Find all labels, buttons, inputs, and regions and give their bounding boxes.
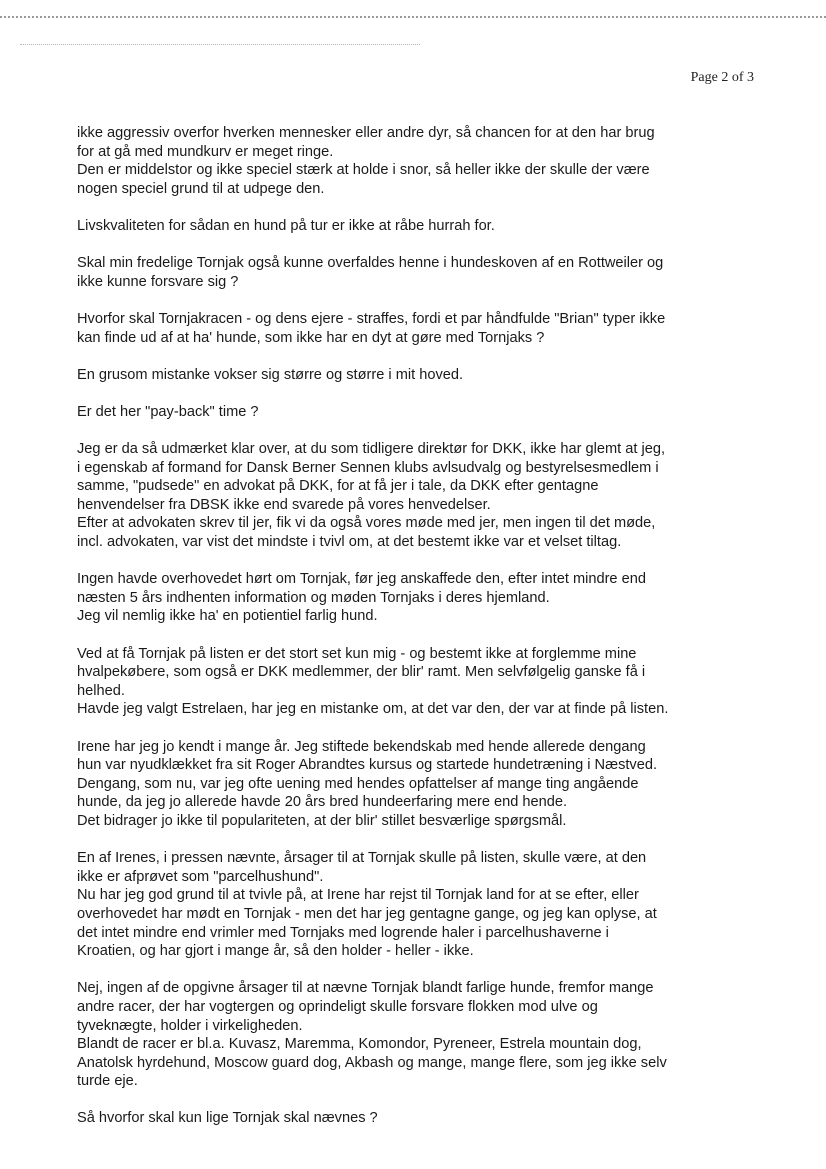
- text-line: Ingen havde overhovedet hørt om Tornjak, før jeg anskaffede den, efter intet mindre end: [77, 571, 646, 588]
- page-number: Page 2 of 3: [690, 70, 754, 85]
- text-line: Havde jeg valgt Estrelaen, har jeg en mistanke om, at det var den, der var at finde på listen.: [77, 701, 669, 718]
- text-line: tyveknægte, holder i virkeligheden.: [77, 1017, 303, 1034]
- text-line: kan finde ud af at ha' hunde, som ikke har en dyt at gøre med Tornjaks ?: [77, 329, 545, 346]
- text-line: Livskvaliteten for sådan en hund på tur er ikke at råbe hurrah for.: [77, 217, 495, 234]
- text-line: hunde, da jeg jo allerede havde 20 års bred hundeerfaring mere end hende.: [77, 794, 568, 811]
- text-line: Er det her "pay-back" time ?: [77, 403, 259, 420]
- paragraph: [77, 979, 777, 1091]
- fax-header-rule: [0, 16, 826, 18]
- text-line: Jeg er da så udmærket klar over, at du som tidligere direktør for DKK, ikke har glemt at jeg,: [77, 441, 666, 458]
- text-line: Skal min fredelige Tornjak også kunne overfaldes henne i hundeskoven af en Rottweiler og: [77, 255, 664, 272]
- text-line: helhed.: [77, 682, 125, 699]
- text-line: Efter at advokaten skrev til jer, fik vi da også vores møde med jer, men ingen til det møde,: [77, 515, 656, 532]
- text-line: Jeg vil nemlig ikke ha' en potientiel farlig hund.: [77, 608, 378, 625]
- text-line: det intet mindre end vrimler med Tornjaks med logrende haler i parcelhushaverne i: [77, 924, 609, 941]
- text-line: Den er middelstor og ikke speciel stærk at holde i snor, så heller ikke der skulle der være: [77, 162, 650, 179]
- text-line: hvalpekøbere, som også er DKK medlemmer, der blir' ramt. Men selvfølgelig ganske få i: [77, 664, 646, 681]
- paragraph: [77, 645, 777, 719]
- text-line: ikke aggressiv overfor hverken mennesker eller andre dyr, så chancen for at den har brug: [77, 125, 655, 141]
- text-line: for at gå med mundkurv er meget ringe.: [77, 143, 334, 160]
- text-line: henvendelser fra DBSK ikke end svarede på vores henvedelser.: [77, 496, 491, 513]
- paragraph: [77, 310, 777, 347]
- fax-header-noise: [20, 44, 420, 45]
- text-line: En grusom mistanke vokser sig større og større i mit hoved.: [77, 366, 464, 383]
- paragraph: [77, 849, 777, 961]
- paragraph: [77, 440, 777, 552]
- text-line: En af Irenes, i pressen nævnte, årsager til at Tornjak skulle på listen, skulle være, at den: [77, 850, 647, 867]
- text-line: turde eje.: [77, 1073, 138, 1090]
- text-line: Kroatien, og har gjort i mange år, så den holder - heller - ikke.: [77, 943, 474, 960]
- paragraph: [77, 217, 777, 236]
- paragraph: [77, 570, 777, 626]
- text-line: i egenskab af formand for Dansk Berner Sennen klubs avlsudvalg og bestyrelsesmedlem i: [77, 459, 659, 476]
- text-line: Det bidrager jo ikke til populariteten, at der blir' stillet besværlige spørgsmål.: [77, 812, 567, 829]
- text-line: Blandt de racer er bl.a. Kuvasz, Maremma, Komondor, Pyreneer, Estrela mountain dog,: [77, 1036, 642, 1053]
- paragraph: [77, 366, 777, 385]
- letter-body: [77, 124, 777, 1147]
- text-line: Ved at få Tornjak på listen er det stort set kun mig - og bestemt ikke at forglemme mine: [77, 645, 637, 662]
- text-line: Hvorfor skal Tornjakracen - og dens ejere - straffes, fordi et par håndfulde "Brian" typer ikke: [77, 310, 666, 327]
- text-line: samme, "pudsede" en advokat på DKK, for at få jer i tale, da DKK efter gentagne: [77, 478, 599, 495]
- paragraph: [77, 124, 777, 198]
- paragraph: [77, 738, 777, 831]
- paragraph: [77, 1109, 777, 1128]
- text-line: Anatolsk hyrdehund, Moscow guard dog, Akbash og mange, mange flere, som jeg ikke selv: [77, 1054, 667, 1071]
- text-line: Irene har jeg jo kendt i mange år. Jeg stiftede bekendskab med hende allerede dengang: [77, 738, 646, 755]
- text-line: næsten 5 års indhenten information og møden Tornjaks i deres hjemland.: [77, 589, 550, 606]
- text-line: Nej, ingen af de opgivne årsager til at nævne Tornjak blandt farlige hunde, fremfor mange: [77, 980, 654, 997]
- text-line: Så hvorfor skal kun lige Tornjak skal nævnes ?: [77, 1110, 378, 1127]
- text-line: hun var nyudklækket fra sit Roger Abrandtes kursus og startede hundetræning i Næstved.: [77, 757, 658, 774]
- paragraph: [77, 403, 777, 422]
- text-line: overhovedet har mødt en Tornjak - men det har jeg gentagne gange, og jeg kan oplyse, at: [77, 905, 657, 922]
- text-line: ikke kunne forsvare sig ?: [77, 273, 239, 290]
- text-line: Dengang, som nu, var jeg ofte uening med hendes opfattelser af mange ting angående: [77, 775, 639, 792]
- text-line: nogen speciel grund til at udpege den.: [77, 180, 325, 197]
- text-line: ikke er afprøvet som "parcelhushund".: [77, 868, 324, 885]
- text-line: Nu har jeg god grund til at tvivle på, at Irene har rejst til Tornjak land for at se efter, eller: [77, 887, 639, 904]
- text-line: andre racer, der har vogtergen og oprindeligt skulle forsvare flokken mod ulve og: [77, 998, 598, 1015]
- text-line: incl. advokaten, var vist det mindste i tvivl om, at det bestemt ikke var et velset tiltag.: [77, 534, 622, 551]
- paragraph: [77, 254, 777, 291]
